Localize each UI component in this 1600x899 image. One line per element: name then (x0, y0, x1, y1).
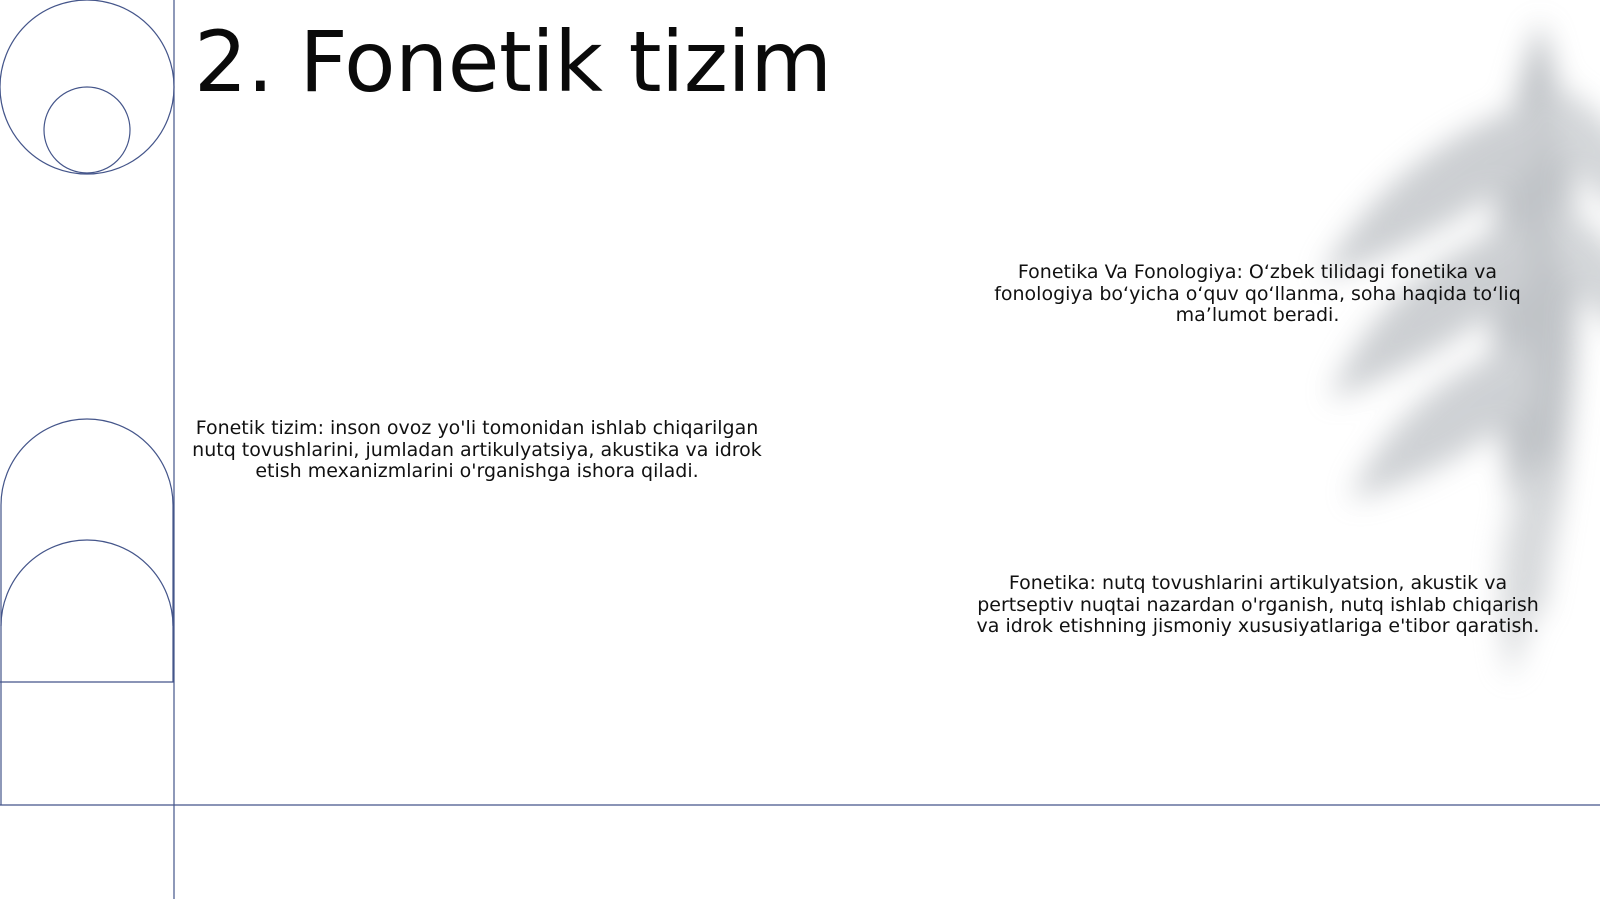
fonetik-tizim-text: Fonetik tizim: inson ovoz yo'li tomonidan ishlab chiqarilgan nutq tovushlarini, jumladan artikulyatsiya, akustika va idrok etish mexanizmlarini o'rganishga ishora qiladi. (192, 417, 762, 482)
upper-arch-shape (1, 419, 173, 682)
lower-arch-shape (1, 540, 173, 626)
small-circle-shape (44, 87, 130, 173)
slide-title: 2. Fonetik tizim (194, 13, 832, 111)
fonetika-va-fonologiya-text: Fonetika Va Fonologiya: O‘zbek tilidagi fonetika va fonologiya bo‘yicha o‘quv qo‘llanma, soha haqida to‘liq ma’lumot beradi. (994, 261, 1521, 326)
fonetika-text: Fonetika: nutq tovushlarini artikulyatsion, akustik va pertseptiv nuqtai nazardan o'rganish, nutq ishlab chiqarish va idrok etishning jismoniy xususiyatlariga e'tibor qaratish. (976, 572, 1540, 637)
